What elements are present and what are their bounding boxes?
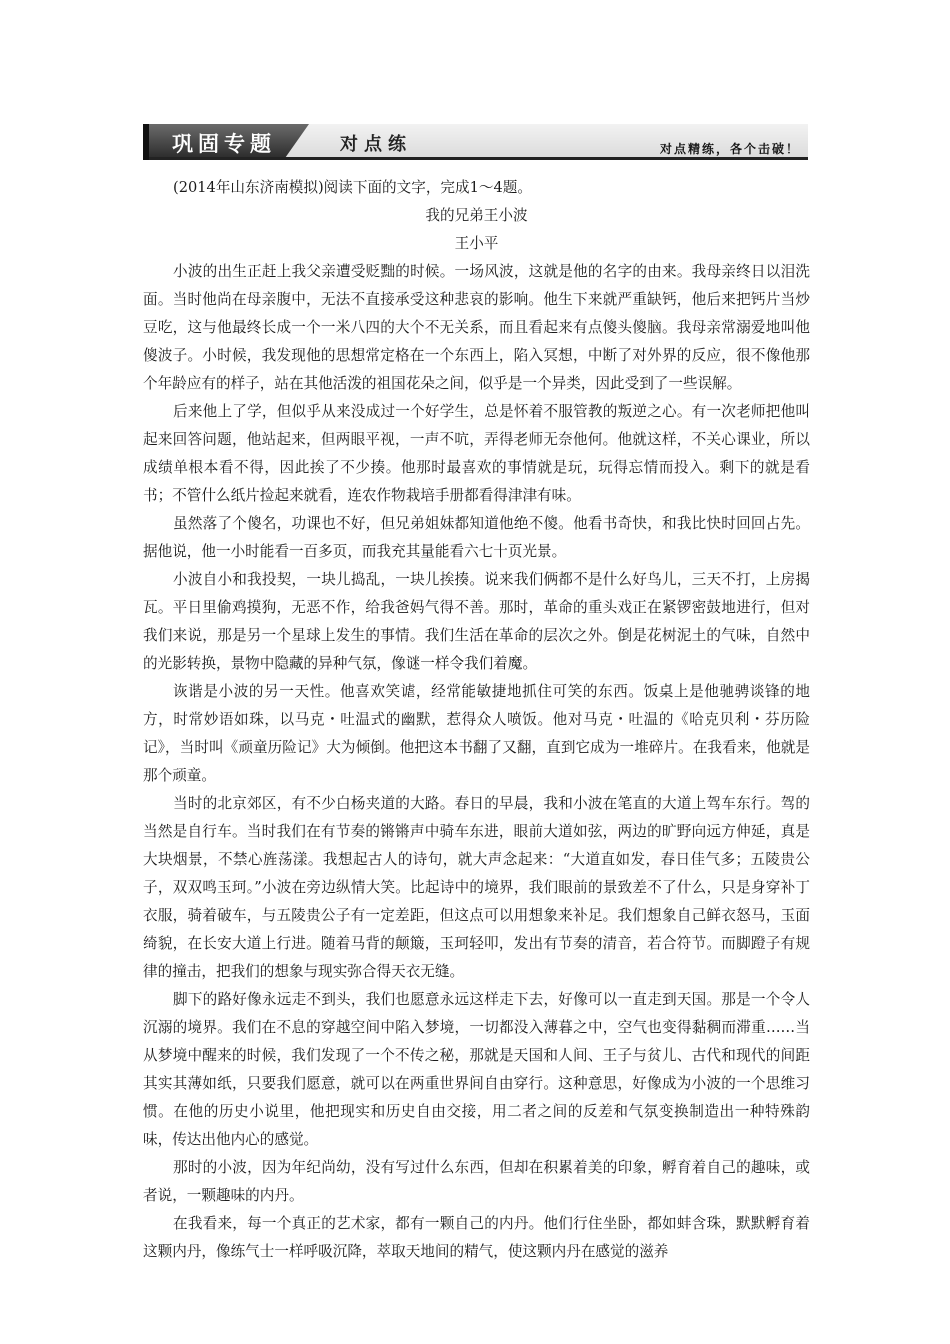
paragraph: 脚下的路好像永远走不到头，我们也愿意永远这样走下去，好像可以一直走到天国。那是一个令人沉溺的境界。我们在不息的穿越空间中陷入梦境，一切都没入薄暮之中，空气也变得黏稠而滞重……当从梦境中醒来的时候，我们发现了一个不传之秘，那就是天国和人间、王子与贫儿、古代和现代的间距其实其薄如纸，只要我们愿意，就可以在两重世界间自由穿行。这种意思，好像成为小波的一个思维习惯。在他的历史小说里，他把现实和历史自由交接，用二者之间的反差和气氛变换制造出一种特殊韵味，传达出他内心的感觉。 [143,991,810,1148]
paragraph: 小波的出生正赶上我父亲遭受贬黜的时候。一场风波，这就是他的名字的由来。我母亲终日以泪洗面。当时他尚在母亲腹中，无法不直接承受这种悲哀的影响。他生下来就严重缺钙，他后来把钙片当炒豆吃，这与他最终长成一个一米八四的大个不无关系，而且看起来有点傻头傻脑。我母亲常溺爱地叫他傻波子。小时候，我发现他的思想常定格在一个东西上，陷入冥想，中断了对外界的反应，很不像他那个年龄应有的样子，站在其他活泼的祖国花朵之间，似乎是一个异类，因此受到了一些误解。 [143,263,810,392]
section-header-left-bar [143,124,149,160]
section-subtitle: 对点练 [340,134,412,155]
passage [143,174,810,1266]
paragraph: 小波自小和我投契，一块儿捣乱，一块儿挨揍。说来我们俩都不是什么好鸟儿，三天不打，上房揭瓦。平日里偷鸡摸狗，无恶不作，给我爸妈气得不善。那时，革命的重头戏正在紧锣密鼓地进行，但对我们来说，那是另一个星球上发生的事情。我们生活在革命的层次之外。倒是花树泥土的气味，自然中的光影转换，景物中隐藏的异种气氛，像谜一样令我们着魔。 [143,571,810,672]
passage-author: 王小平 [454,235,499,252]
paragraph: 虽然落了个傻名，功课也不好，但兄弟姐妹都知道他绝不傻。他看书奇快，和我比快时回回占先。据他说，他一小时能看一百多页，而我充其量能看六七十页光景。 [143,515,810,560]
passage-intro: (2014年山东济南模拟)阅读下面的文字，完成1～4题。 [173,179,532,196]
paragraph: 诙谐是小波的另一天性。他喜欢笑谑，经常能敏捷地抓住可笑的东西。饭桌上是他驰骋谈锋的地方，时常妙语如珠，以马克・吐温式的幽默，惹得众人喷饭。他对马克・吐温的《哈克贝利・芬历险记》，当时叫《顽童历险记》大为倾倒。他把这本书翻了又翻，直到它成为一堆碎片。在我看来，他就是那个顽童。 [143,683,810,784]
section-slogan: 对点精练，各个击破！ [659,142,800,156]
passage-title: 我的兄弟王小波 [425,207,528,224]
paragraph: 在我看来，每一个真正的艺术家，都有一颗自己的内丹。他们行住坐卧，都如蚌含珠，默默孵育着这颗内丹，像练气士一样呼吸沉降，萃取天地间的精气，使这颗内丹在感觉的滋养 [143,1215,810,1260]
paragraph: 当时的北京郊区，有不少白杨夹道的大路。春日的早晨，我和小波在笔直的大道上驾车东行。驾的当然是自行车。当时我们在有节奏的锵锵声中骑车东进，眼前大道如弦，两边的旷野向远方伸延，真是大块烟景，不禁心旌荡漾。我想起古人的诗句，就大声念起来：“大道直如发，春日佳气多；五陵贵公子，双双鸣玉珂。”小波在旁边纵情大笑。比起诗中的境界，我们眼前的景致差不了什么，只是身穿补丁衣服，骑着破车，与五陵贵公子有一定差距，但这点可以用想象来补足。我们想象自己鲜衣怒马，玉面绮貌，在长安大道上行进。随着马背的颠簸，玉珂轻叩，发出有节奏的清音，若合符节。而脚蹬子有规律的撞击，把我们的想象与现实弥合得天衣无缝。 [143,795,810,980]
paragraph: 那时的小波，因为年纪尚幼，没有写过什么东西，但却在积累着美的印象，孵育着自己的趣味，或者说，一颗趣味的内丹。 [143,1159,810,1204]
paragraph: 后来他上了学，但似乎从来没成过一个好学生，总是怀着不服管教的叛逆之心。有一次老师把他叫起来回答问题，他站起来，但两眼平视，一声不吭，弄得老师无奈他何。他就这样，不关心课业，所以成绩单根本看不得，因此挨了不少揍。他那时最喜欢的事情就是玩，玩得忘情而投入。剩下的就是看书；不管什么纸片捡起来就看，连农作物栽培手册都看得津津有味。 [143,403,810,504]
section-title: 巩固专题 [172,132,276,156]
